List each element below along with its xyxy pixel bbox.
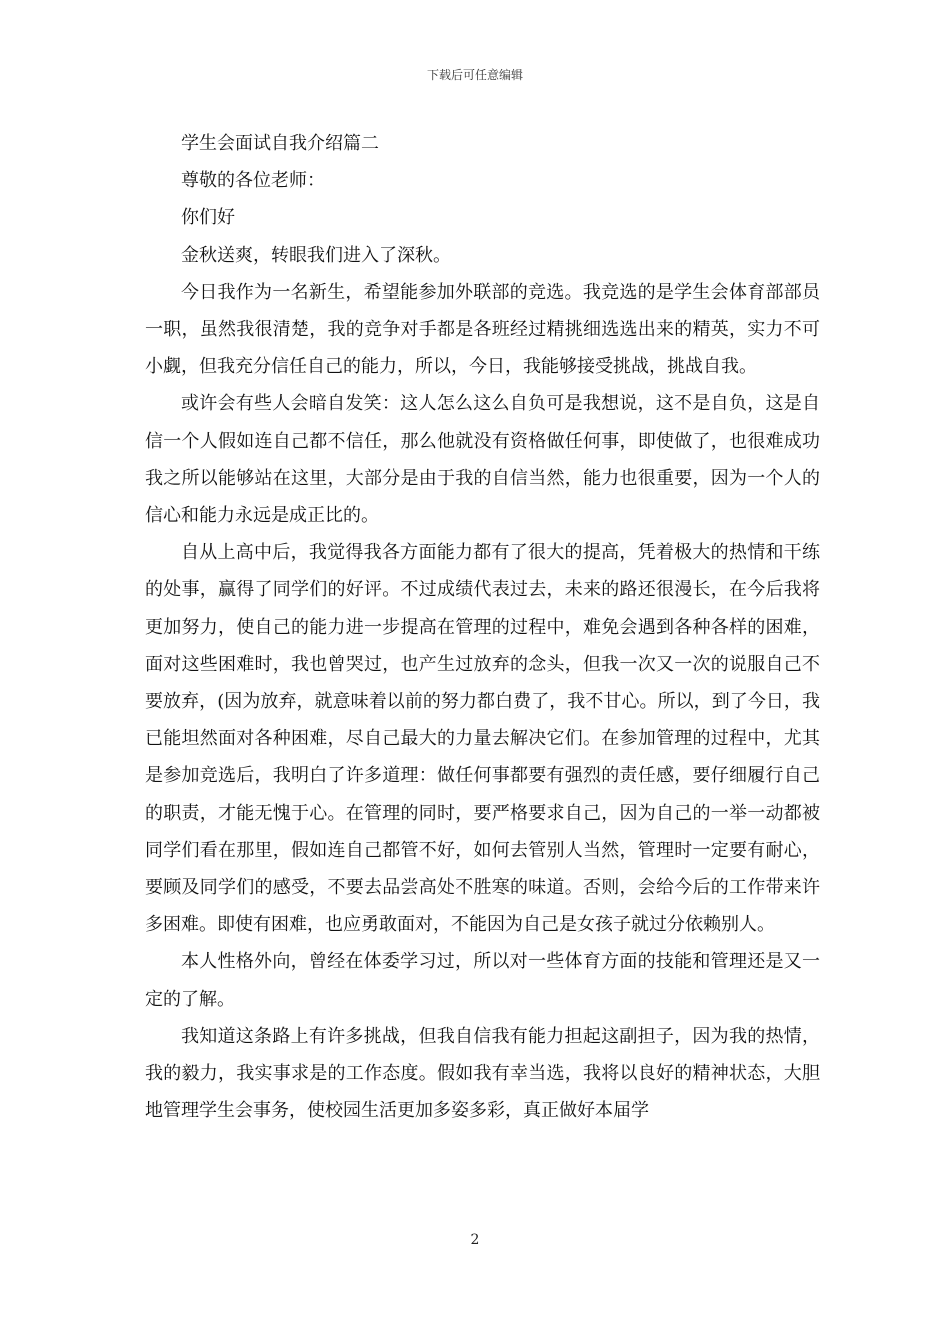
- document-body: [145, 125, 820, 1129]
- greeting: 你们好: [181, 207, 235, 229]
- paragraph: 本人性格外向，曾经在体委学习过，所以对一些体育方面的技能和管理还是又一定的了解。: [145, 951, 820, 1010]
- document-title: 学生会面试自我介绍篇二: [181, 133, 379, 154]
- paragraph: 我知道这条路上有许多挑战，但我自信我有能力担起这副担子，因为我的热情，我的毅力，我实事求是的工作态度。假如我有幸当选，我将以良好的精神状态，大胆地管理学生会事务，使校园生活更加多姿多彩，真正做好本届学: [145, 1025, 820, 1122]
- page-header: 下载后可任意编辑: [426, 68, 523, 82]
- salutation: 尊敬的各位老师：: [181, 170, 325, 192]
- paragraph: 今日我作为一名新生，希望能参加外联部的竞选。我竞选的是学生会体育部部员一职，虽然我很清楚，我的竞争对手都是各班经过精挑细选选出来的精英，实力不可小觑，但我充分信任自己的能力，所以，今日，我能够接受挑战，挑战自我。: [145, 281, 820, 378]
- paragraph: 或许会有些人会暗自发笑：这人怎么这么自负可是我想说，这不是自负，这是自信一个人假如连自己都不信任，那么他就没有资格做任何事，即使做了，也很难成功我之所以能够站在这里，大部分是由于我的自信当然，能力也很重要，因为一个人的信心和能力永远是成正比的。: [145, 393, 820, 527]
- paragraph: 自从上高中后，我觉得我各方面能力都有了很大的提高，凭着极大的热情和干练的处事，赢得了同学们的好评。不过成绩代表过去，未来的路还很漫长，在今后我将更加努力，使自己的能力进一步提高在管理的过程中，难免会遇到各种各样的困难，面对这些困难时，我也曾哭过，也产生过放弃的念头，但我一次又一次的说服自己不要放弃，(因为放弃，就意味着以前的努力都白费了，我不甘心。所以，到了今日，我已能坦然面对各种困难，尽自己最大的力量去解决它们。在参加管理的过程中，尤其是参加竞选后，我明白了许多道理：做任何事都要有强烈的责任感，要仔细履行自己的职责，才能无愧于心。在管理的同时，要严格要求自己，因为自己的一举一动都被同学们看在那里，假如连自己都管不好，如何去管别人当然，管理时一定要有耐心，要顾及同学们的感受，不要去品尝高处不胜寒的味道。否则，会给今后的工作带来许多困难。即使有困难，也应勇敢面对，不能因为自己是女孩子就过分依赖别人。: [145, 542, 820, 936]
- page-number: 2: [470, 1232, 480, 1248]
- paragraph: 金秋送爽，转眼我们进入了深秋。: [181, 244, 451, 266]
